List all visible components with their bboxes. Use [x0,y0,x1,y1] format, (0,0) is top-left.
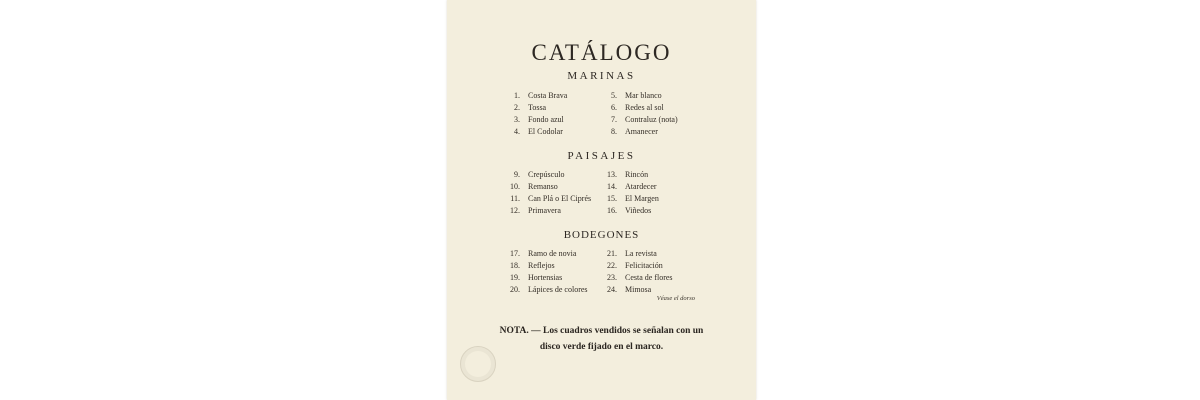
item-title: Fondo azul [528,115,564,124]
item-title: El Margen [625,194,659,203]
list-item [595,91,662,101]
item-title: La revista [625,249,657,258]
item-number: 20. [510,285,520,294]
item-title: Mimosa [625,285,652,294]
list-item [490,285,588,295]
list-item [595,194,659,204]
item-title: Reflejos [528,261,555,270]
item-number: 22. [607,261,617,270]
item-number: 9. [514,170,520,179]
list-item [595,285,651,295]
page-title: CATÁLOGO [531,40,672,65]
list-item [490,206,561,216]
item-number: 13. [607,170,617,179]
item-title: Amanecer [625,127,658,136]
item-number: 21. [607,249,617,258]
item-title: Costa Brava [528,91,568,100]
list-item [595,170,648,180]
item-number: 5. [611,91,617,100]
library-stamp-icon [460,346,496,382]
list-item [595,261,663,271]
item-number: 11. [510,194,520,203]
list-item [490,249,576,259]
list-item [490,115,564,125]
item-number: 19. [510,273,520,282]
item-title: Crepúsculo [528,170,565,179]
item-title: Viñedos [625,206,652,215]
item-number: 12. [510,206,520,215]
item-title: Contraluz (nota) [625,115,678,124]
list-item [595,115,678,125]
list-item [490,91,567,101]
item-number: 2. [514,103,520,112]
list-item [595,127,658,137]
item-title: El Codolar [528,127,563,136]
see-reverse-note: Véase el dorso [656,295,695,302]
catalog-page [447,0,756,400]
item-title: Cesta de flores [625,273,673,282]
item-title: Remanso [528,182,558,191]
list-item [595,249,657,259]
item-number: 23. [607,273,617,282]
list-item [490,170,564,180]
item-title: Hortensias [528,273,563,282]
item-title: Tossa [528,103,547,112]
item-number: 17. [510,249,520,258]
list-item [595,103,664,113]
item-number: 6. [611,103,617,112]
section-heading-marinas: MARINAS [567,70,636,82]
list-item [595,206,651,216]
nota-block [447,323,756,355]
item-title: Mar blanco [625,91,662,100]
item-number: 3. [514,115,520,124]
list-item [490,182,558,192]
section-heading-paisajes: PAISAJES [567,150,636,162]
list-item [490,261,555,271]
item-number: 16. [607,206,617,215]
item-title: Redes al sol [625,103,664,112]
item-number: 4. [514,127,520,136]
item-number: 8. [611,127,617,136]
item-title: Primavera [528,206,561,215]
list-item [595,273,673,283]
item-number: 18. [510,261,520,270]
item-title: Can Plá o El Ciprés [528,194,592,203]
item-number: 10. [510,182,520,191]
list-item [595,182,657,192]
item-title: Felicitación [625,261,663,270]
item-title: Ramo de novia [528,249,577,258]
nota-line-2: disco verde fijado en el marco. [539,342,664,352]
item-title: Lápices de colores [528,285,588,294]
section-heading-bodegones: BODEGONES [563,229,640,241]
list-item [490,273,562,283]
nota-line-1: NOTA. — Los cuadros vendidos se señalan con un [499,326,704,336]
item-number: 15. [607,194,617,203]
item-title: Atardecer [625,182,657,191]
list-item [490,127,563,137]
item-title: Rincón [625,170,649,179]
item-number: 7. [611,115,617,124]
item-number: 24. [607,285,617,294]
list-item [490,103,546,113]
item-number: 1. [514,91,520,100]
list-item [490,194,591,204]
item-number: 14. [607,182,617,191]
